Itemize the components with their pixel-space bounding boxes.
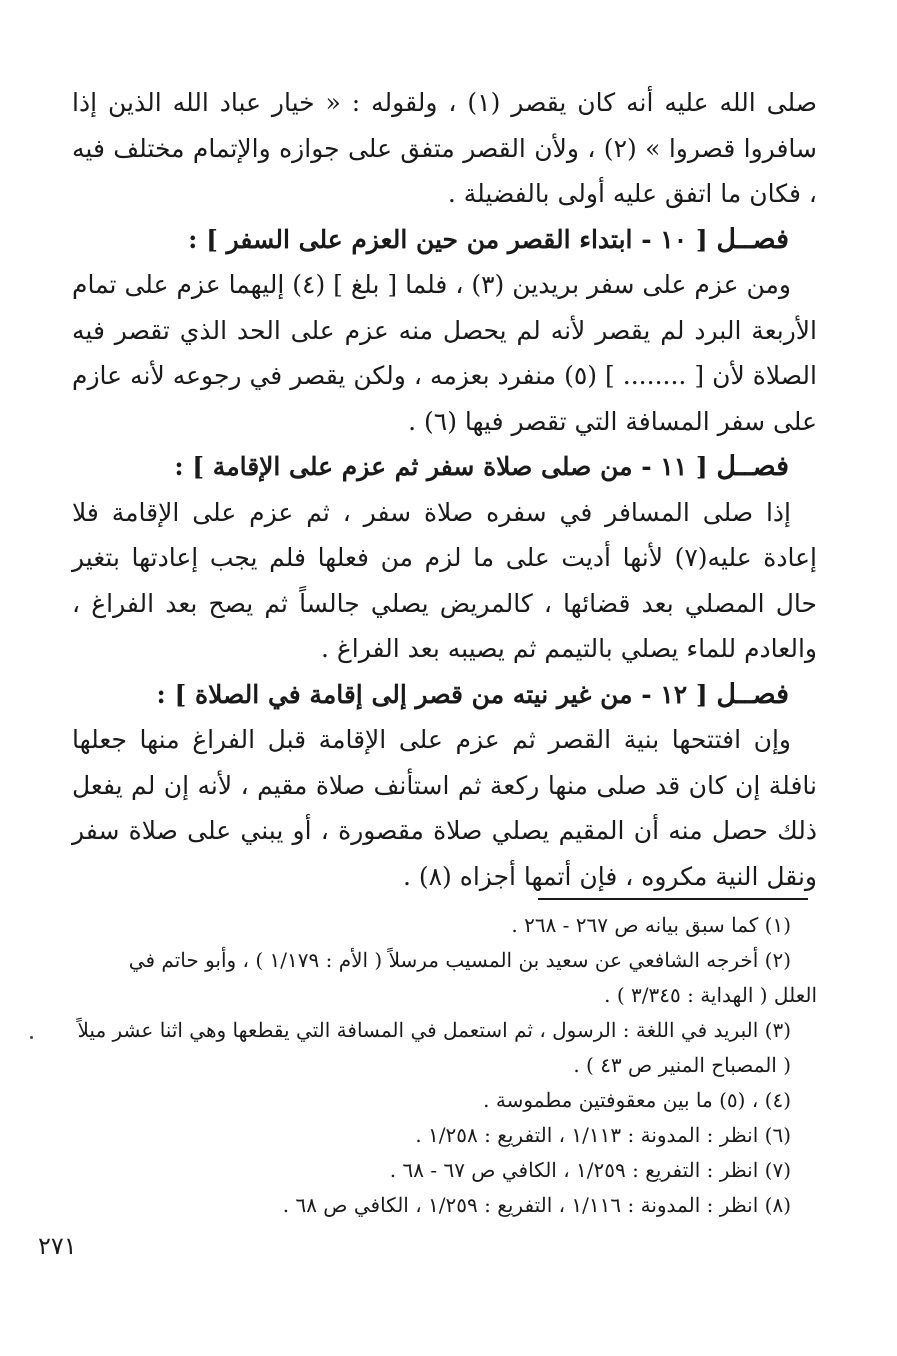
paragraph-1: صلى الله عليه أنه كان يقصر (١) ، ولقوله : « خيار عباد الله الذين إذا سافروا قصروا » (٢) ، ولأن القصر متفق على جوازه والإتمام مختلف فيه ، فكان ما اتفق عليه أولى بالفضيلة . bbox=[72, 88, 817, 208]
section-title-10: [ ١٠ - ابتداء القصر من حين العزم على السفر ] : bbox=[188, 224, 708, 254]
footnote-2: (٢) أخرجه الشافعي عن سعيد بن المسيب مرسلاً ( الأم : ١/١٧٩ ) ، وأبو حاتم في bbox=[128, 948, 791, 972]
section-word: فصــل bbox=[716, 451, 789, 482]
footnote-7: (٧) انظر : التفريع : ١/٢٥٩ ، الكافي ص ٦٧ - ٦٨ . bbox=[389, 1158, 791, 1182]
footnote-3-continued: ( المصباح المنير ص ٤٣ ) . bbox=[573, 1053, 791, 1077]
section-heading-10 bbox=[72, 217, 817, 263]
section-word: فصــل bbox=[716, 678, 789, 710]
section-heading-12 bbox=[72, 672, 817, 718]
section-word: فصــل bbox=[716, 223, 789, 255]
paragraph-4: وإن افتتحها بنية القصر ثم عزم على الإقامة قبل الفراغ منها جعلها نافلة إن كان قد صلى منها ركعة ثم استأنف صلاة مقيم ، لأنه إن لم يفعل ذلك حصل منه أن المقيم يصلي صلاة مقصورة ، أو يبني على صلاة سفر ونقل النية مكروه ، فإن أتمها أجزاه (٨) . bbox=[72, 725, 817, 891]
footnote-4-5: (٤) ، (٥) ما بين معقوفتين مطموسة . bbox=[483, 1088, 791, 1112]
footnote-8: (٨) انظر : المدونة : ١/١١٦ ، التفريع : ١/٢٥٩ ، الكافي ص ٦٨ . bbox=[282, 1193, 791, 1217]
footnotes bbox=[72, 908, 817, 1223]
scan-speck bbox=[30, 1036, 33, 1039]
footnote-divider bbox=[538, 898, 808, 900]
paragraph-2: ومن عزم على سفر بريدين (٣) ، فلما [ بلغ ] (٤) إليهما عزم على تمام الأربعة البرد لم يقصر لأنه لم يحصل منه عزم على الحد الذي تقصر فيه الصلاة لأن [ ........ ] (٥) منفرد بعزمه ، ولكن يقصر في رجوعه لأنه عازم على سفر المسافة التي تقصر فيها (٦) . bbox=[72, 270, 817, 436]
page-number: ٢٧١ bbox=[38, 1232, 77, 1260]
paragraph-3: إذا صلى المسافر في سفره صلاة سفر ، ثم عزم على الإقامة فلا إعادة عليه(٧) لأنها أديت على ما لزم من فعلها فلم يجب إعادتها بتغير حال المصلي بعد قضائها ، كالمريض يصلي جالساً ثم يصح بعد الفراغ ، والعادم للماء يصلي بالتيمم ثم يصيبه بعد الفراغ . bbox=[72, 497, 817, 663]
footnote-6: (٦) انظر : المدونة : ١/١١٣ ، التفريع : ١/٢٥٨ . bbox=[415, 1123, 791, 1147]
section-heading-11 bbox=[72, 444, 817, 490]
footnote-1: (١) كما سبق بيانه ص ٢٦٧ - ٢٦٨ . bbox=[511, 913, 791, 937]
section-title-11: [ ١١ - من صلى صلاة سفر ثم عزم على الإقامة ] : bbox=[174, 452, 708, 481]
footnote-2-continued: العلل ( الهداية : ٣/٣٤٥ ) . bbox=[604, 983, 817, 1007]
main-text bbox=[72, 80, 817, 899]
section-title-12: [ ١٢ - من غير نيته من قصر إلى إقامة في الصلاة ] : bbox=[156, 679, 708, 709]
footnote-3: (٣) البريد في اللغة : الرسول ، ثم استعمل في المسافة التي يقطعها وهي اثنا عشر ميلاً bbox=[77, 1018, 791, 1042]
